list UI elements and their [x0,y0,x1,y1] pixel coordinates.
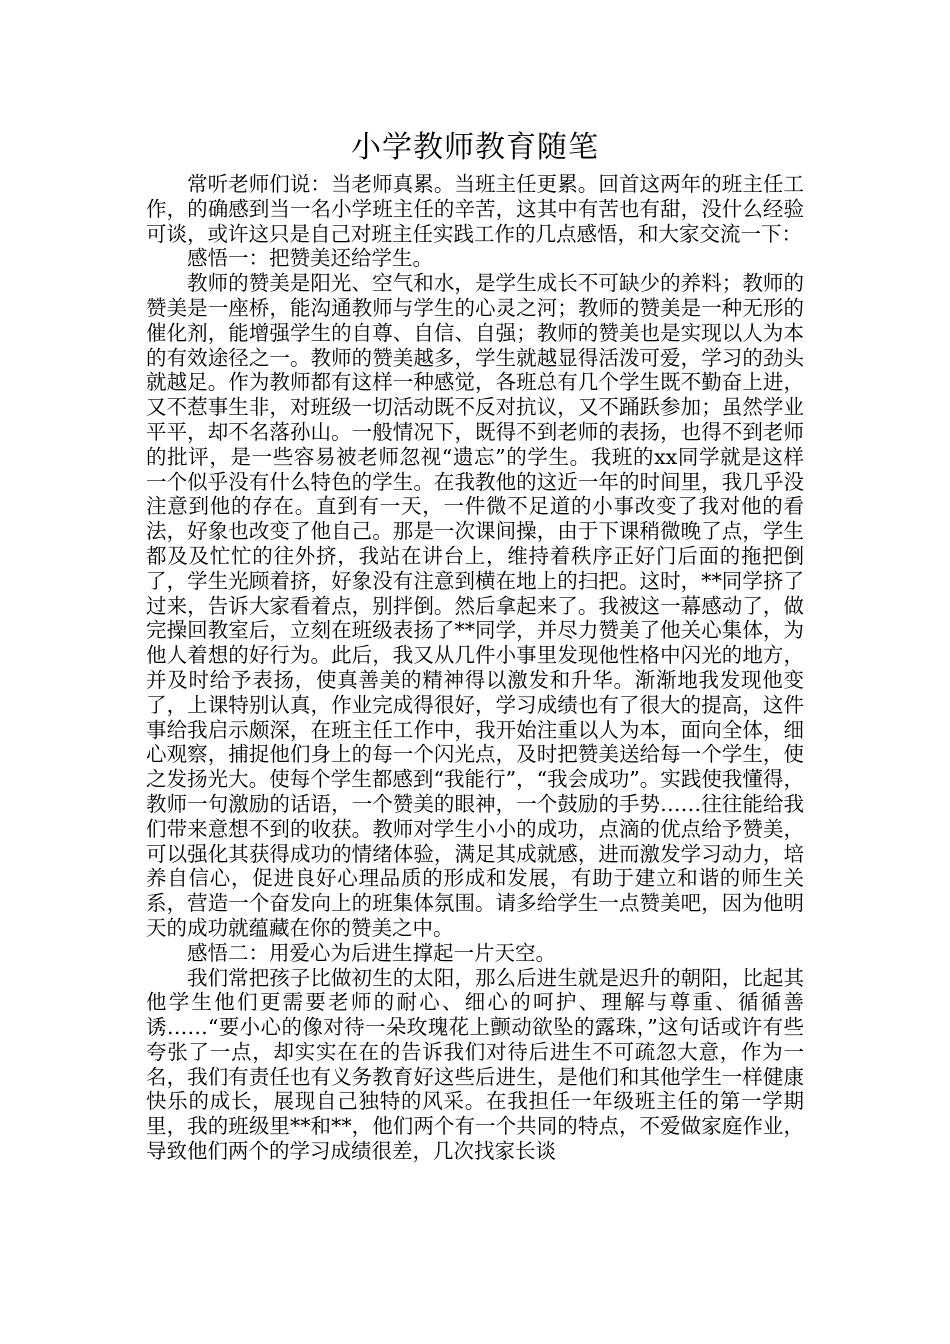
document-page [146,128,804,1164]
insight-one-body: 教师的赞美是阳光、空气和水，是学生成长不可缺少的养料；教师的赞美是一座桥，能沟通教师与学生的心灵之河；教师的赞美是一种无形的催化剂，能增强学生的自尊、自信、自强；教师的赞美也是实现以人为本的有效途径之一。教师的赞美越多，学生就越显得活泼可爱，学习的劲头就越足。作为教师都有这样一种感觉，各班总有几个学生既不勤奋上进，又不惹事生非，对班级一切活动既不反对抗议，又不踊跃参加；虽然学业平平，却不名落孙山。一般情况下，既得不到老师的表扬，也得不到老师的批评，是一些容易被老师忽视“遗忘”的学生。我班的xx同学就是这样一个似乎没有什么特色的学生。在我教他的这近一年的时间里，我几乎没注意到他的存在。直到有一天，一件微不足道的小事改变了我对他的看法，好象也改变了他自己。那是一次课间操，由于下课稍微晚了点，学生都及及忙忙的往外挤，我站在讲台上，维持着秩序正好门后面的拖把倒了，学生光顾着挤，好象没有注意到横在地上的扫把。这时，**同学挤了过来，告诉大家看着点，别拌倒。然后拿起来了。我被这一幕感动了，做完操回教室后，立刻在班级表扬了**同学，并尽力赞美了他关心集体，为他人着想的好行为。此后，我又从几件小事里发现他性格中闪光的地方，并及时给予表扬，使真善美的精神得以激发和升华。渐渐地我发现他变了，上课特别认真，作业完成得很好，学习成绩也有了很大的提高，这件事给我启示颇深，在班主任工作中，我开始注重以人为本，面向全体，细心观察，捕捉他们身上的每一个闪光点，及时把赞美送给每一个学生，使之发扬光大。使每个学生都感到“我能行”，“我会成功”。实践使我懂得，教师一句激励的话语，一个赞美的眼神，一个鼓励的手势……往往能给我们带来意想不到的收获。教师对学生小小的成功，点滴的优点给予赞美，可以强化其获得成功的情绪体验，满足其成就感，进而激发学习动力，培养自信心，促进良好心理品质的形成和发展，有助于建立和谐的师生关系，营造一个奋发向上的班集体氛围。请多给学生一点赞美吧，因为他明天的成功就蕴藏在你的赞美之中。 [146,271,804,940]
insight-two-body: 我们常把孩子比做初生的太阳，那么后进生就是迟升的朝阳，比起其他学生他们更需要老师的耐心、细心的呵护、理解与尊重、循循善诱……“要小心的像对待一朵玫瑰花上颤动欲坠的露珠，”这句话或许有些夸张了一点，却实实在在的告诉我们对待后进生不可疏忽大意，作为一名，我们有责任也有义务教育好这些后进生，是他们和其他学生一样健康快乐的成长，展现自己独特的风采。在我担任一年级班主任的第一学期里，我的班级里**和**，他们两个有一个共同的特点，不爱做家庭作业，导致他们两个的学习成绩很差，几次找家长谈 [146,965,804,1164]
document-title: 小学教师教育随笔 [351,130,599,165]
intro-paragraph: 常听老师们说：当老师真累。当班主任更累。回首这两年的班主任工作，的确感到当一名小学班主任的辛苦，这其中有苦也有甜，没什么经验可谈，或许这只是自己对班主任实践工作的几点感悟，和大家交流一下： [146,172,804,246]
insight-two-heading: 感悟二：用爱心为后进生撑起一片天空。 [187,940,556,965]
insight-one-heading: 感悟一：把赞美还给学生。 [187,246,433,271]
